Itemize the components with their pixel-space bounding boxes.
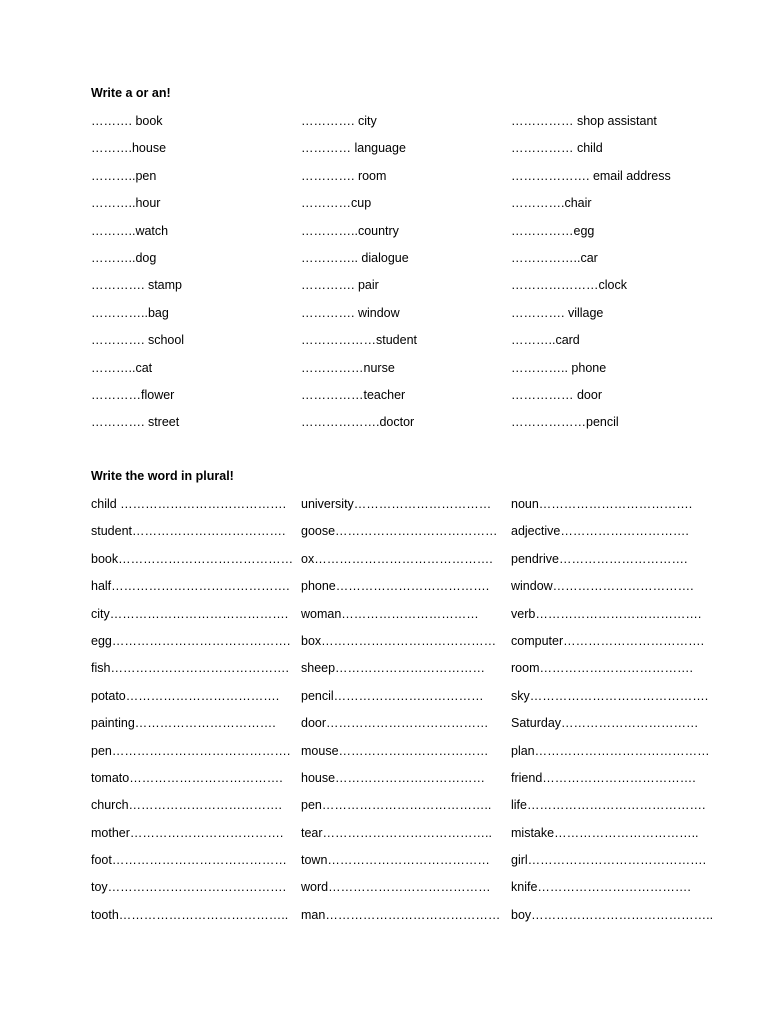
exercise2-item: potato………………………………. [91,688,280,703]
exercise1-item: …………..bag [91,305,169,320]
exercise2-item: tomato………………………………. [91,770,283,785]
exercise2-item: life……………………………………. [511,798,706,813]
exercise2-item: egg……………………………………. [91,633,291,648]
exercise1-item: ……………nurse [301,360,395,375]
exercise2-item: sky……………………………………. [511,688,709,703]
exercise-1-grid [91,113,721,442]
exercise2-item: friend………………………………. [511,770,696,785]
exercise1-item: …………. stamp [91,278,182,293]
exercise2-item: noun………………………………. [511,497,693,511]
exercise2-item: child …………………………………. [91,497,287,511]
exercise2-item: pencil……………………………… [301,688,484,703]
exercise1-item: ………….chair [511,196,592,211]
exercise2-item: box…………………………………… [301,633,497,648]
exercise2-item: boy…………………………………….. [511,907,714,922]
exercise2-item: mother………………………………. [91,825,284,840]
exercise1-item: ……………..car [511,250,598,265]
exercise2-item: pen………………………………….. [301,798,492,813]
exercise2-item: church………………………………. [91,798,282,813]
exercise1-item: ………….. phone [511,360,607,375]
exercise2-item: goose………………………………… [301,524,498,539]
exercise1-item: …………. school [91,333,185,348]
exercise2-item: room………………………………. [511,661,693,676]
exercise2-item: university…………………………… [301,497,492,511]
exercise1-item: ………….. dialogue [301,250,409,265]
exercise1-item: …………… door [511,387,602,402]
exercise1-item: …………flower [91,387,175,402]
exercise2-item: student………………………………. [91,524,286,539]
exercise1-item: …………cup [301,196,372,211]
exercise1-item: ……………teacher [301,387,406,402]
exercise1-item: …………. window [301,305,400,320]
exercise2-item: phone………………………………. [301,579,490,594]
exercise-2-title: Write the word in plural! [91,469,234,483]
exercise1-item: …………. city [301,114,377,128]
exercise2-item: Saturday…………………………… [511,716,699,731]
exercise2-item: book…………………………………… [91,551,294,566]
exercise2-item: mistake…………………………….. [511,825,699,840]
exercise1-item: ………………. email address [511,168,671,183]
exercise2-item: word………………………………… [301,880,491,895]
exercise2-item: plan…………………………………… [511,743,710,758]
exercise1-item: ………..card [511,333,580,348]
exercise2-item: painting……………………………. [91,716,276,731]
exercise1-item: ………..watch [91,223,169,238]
exercise2-item: house……………………………… [301,770,486,785]
exercise1-item: …………. room [301,168,387,183]
exercise2-item: girl……………………………………. [511,853,707,868]
exercise1-item: ……………….doctor [301,415,415,430]
exercise2-item: computer……………………………. [511,633,705,648]
exercise1-item: …………. village [511,305,604,320]
exercise2-item: city……………………………………. [91,606,289,621]
exercise2-item: tear………………………………….. [301,825,492,840]
exercise1-item: …………..country [301,223,399,238]
exercise2-item: man…………………………………… [301,907,501,922]
exercise1-item: …………. street [91,415,180,430]
exercise2-item: knife………………………………. [511,880,691,895]
exercise1-item: ………..cat [91,360,153,375]
exercise2-item: woman…………………………… [301,606,479,621]
exercise2-item: half……………………………………. [91,579,290,594]
exercise1-item: ………..pen [91,168,157,183]
exercise2-item: verb…………………………………. [511,606,702,621]
exercise1-item: ………..dog [91,250,157,265]
exercise2-item: mouse……………………………… [301,743,489,758]
exercise2-item: window……………………………. [511,579,694,594]
exercise1-item: ……….house [91,141,167,156]
exercise-1-title: Write a or an! [91,86,171,100]
exercise-2-grid [91,496,721,934]
exercise1-item: ………………pencil [511,415,619,430]
exercise1-item: ………… language [301,141,406,156]
exercise2-item: sheep……………………………… [301,661,486,676]
exercise2-item: pendrive…………………………. [511,551,688,566]
exercise1-item: …………………clock [511,278,627,293]
exercise2-item: fish……………………………………. [91,661,289,676]
exercise1-item: ……………egg [511,223,595,238]
exercise2-item: door………………………………… [301,716,489,731]
exercise2-item: town………………………………… [301,853,490,868]
exercise2-item: pen……………………………………. [91,743,291,758]
exercise2-item: ox……………………………………. [301,551,493,566]
exercise2-item: toy……………………………………. [91,880,287,895]
exercise1-item: …………… child [511,141,603,156]
exercise1-item: ………..hour [91,196,161,211]
exercise1-item: ………………student [301,333,418,348]
exercise2-item: tooth………………………………….. [91,907,289,922]
exercise1-item: …………. pair [301,278,379,293]
exercise2-item: adjective…………………………. [511,524,689,539]
exercise2-item: foot…………………………………… [91,853,287,868]
exercise1-item: ………. book [91,114,163,128]
exercise1-item: …………… shop assistant [511,114,657,128]
